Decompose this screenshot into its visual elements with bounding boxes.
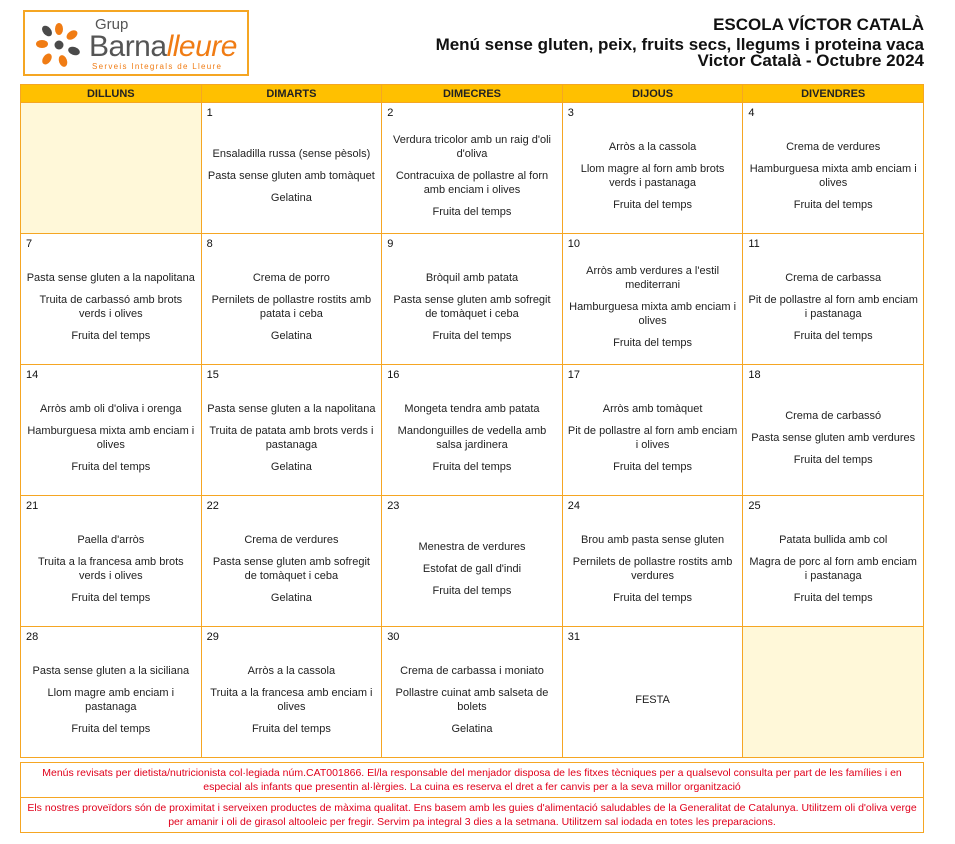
weekday-thursday: DIJOUS <box>562 85 743 103</box>
day-cell <box>743 496 924 627</box>
dish-item: Pernilets de pollastre rostits amb verdures <box>572 556 733 582</box>
dish-item: Llom magre amb enciam i pastanaga <box>47 687 175 713</box>
day-number: 15 <box>206 369 219 381</box>
dish-item: Brou amb pasta sense gluten <box>581 534 725 546</box>
dish-list <box>747 125 919 227</box>
dish-item: Contracuixa de pollastre al forn amb enciam i olives <box>395 170 549 196</box>
day-cell <box>382 627 563 758</box>
day-cell <box>382 234 563 365</box>
dish-item: Gelatina <box>270 192 312 204</box>
dish-item: Crema de carbassó <box>785 410 882 422</box>
day-number: 10 <box>567 238 581 250</box>
dish-list <box>747 387 919 489</box>
week-row <box>21 496 924 627</box>
weekday-header-row <box>21 85 924 103</box>
dish-list <box>25 256 197 358</box>
dish-item: Pollastre cuinat amb salseta de bolets <box>395 687 549 713</box>
dish-list <box>206 125 378 227</box>
dish-list <box>386 387 558 489</box>
day-cell <box>201 365 382 496</box>
dish-item: Llom magre al forn amb brots verds i pastanaga <box>580 163 725 189</box>
day-number: 30 <box>387 631 400 643</box>
logo-brand-text: Barnalleure <box>89 30 237 63</box>
dish-item: Fruita del temps <box>432 585 512 597</box>
day-number: 21 <box>26 500 39 512</box>
dish-list <box>206 256 378 358</box>
logo-tagline: Serveis Integrals de Lleure <box>92 62 223 71</box>
day-cell <box>382 365 563 496</box>
day-cell <box>743 627 924 758</box>
dish-list <box>747 256 919 358</box>
dish-item: Pasta sense gluten a la napolitana <box>26 272 195 284</box>
weekday-friday: DIVENDRES <box>743 85 924 103</box>
dish-list <box>25 649 197 751</box>
dish-list <box>206 649 378 751</box>
dish-item: Crema de carbassa i moniato <box>400 665 544 677</box>
dish-item: Fruita del temps <box>613 592 693 604</box>
day-cell <box>562 627 743 758</box>
day-cell <box>201 103 382 234</box>
day-cell <box>743 234 924 365</box>
dish-item: Fruita del temps <box>793 199 873 211</box>
dish-item: Fruita del temps <box>613 461 693 473</box>
dish-item: Truita de patata amb brots verds i pastanaga <box>209 425 374 451</box>
day-cell <box>21 496 202 627</box>
dish-item: FESTA <box>635 694 670 706</box>
dish-item: Fruita del temps <box>432 206 512 218</box>
dish-item: Pasta sense gluten amb verdures <box>751 432 916 444</box>
weekday-monday: DILLUNS <box>21 85 202 103</box>
menu-calendar <box>20 84 924 758</box>
day-number: 4 <box>748 107 755 119</box>
dish-item: Pasta sense gluten a la siciliana <box>32 665 190 677</box>
flower-dots-logo-icon <box>31 20 87 70</box>
dish-list <box>25 125 197 227</box>
dish-item: Verdura tricolor amb un raig d'oli d'oliva <box>392 134 551 160</box>
day-cell <box>21 234 202 365</box>
dish-item: Arròs amb verdures a l'estil mediterrani <box>586 265 720 291</box>
dish-item: Ensaladilla russa (sense pèsols) <box>212 148 371 160</box>
day-number: 23 <box>387 500 400 512</box>
dish-item: Crema de verdures <box>786 141 881 153</box>
week-row <box>21 627 924 758</box>
dish-item: Crema de porro <box>252 272 330 284</box>
day-cell <box>201 496 382 627</box>
day-number: 31 <box>567 631 581 643</box>
day-cell <box>562 496 743 627</box>
dish-item: Truita de carbassó amb brots verds i olives <box>39 294 183 320</box>
dish-list <box>25 387 197 489</box>
dish-item: Fruita del temps <box>432 330 512 342</box>
dish-item: Fruita del temps <box>71 723 151 735</box>
day-cell <box>562 365 743 496</box>
dish-item: Fruita del temps <box>613 199 693 211</box>
day-number: 8 <box>206 238 213 250</box>
dish-item: Mandonguilles de vedella amb salsa jardinera <box>397 425 547 451</box>
dish-item: Arròs amb oli d'oliva i orenga <box>40 403 182 415</box>
dish-list <box>747 518 919 620</box>
dish-item: Crema de verdures <box>244 534 339 546</box>
day-number: 14 <box>26 369 39 381</box>
dish-list <box>567 387 739 489</box>
dish-item: Mongeta tendra amb patata <box>404 403 540 415</box>
dish-list <box>386 256 558 358</box>
day-cell <box>21 103 202 234</box>
dish-list <box>567 649 739 751</box>
dish-item: Truita a la francesa amb brots verds i olives <box>37 556 184 582</box>
dish-item: Fruita del temps <box>71 461 151 473</box>
dish-item: Pasta sense gluten amb sofregit de tomàquet i ceba <box>212 556 370 582</box>
day-cell <box>562 103 743 234</box>
dish-list <box>567 125 739 227</box>
barnalleure-logo <box>23 10 249 76</box>
day-number: 7 <box>26 238 33 250</box>
note-dietitian: Menús revisats per dietista/nutricionista col·legiada núm.CAT001866. El/la responsable del menjador disposa de les fitxes tècniques per a qualsevol consulta per part de les famílies i en especial als infants que presentin al·lèrgies. La cuina es reserva el dret a fer canvis per a la seva millor organització <box>42 767 902 793</box>
school-title: ESCOLA VÍCTOR CATALÀ <box>713 15 924 34</box>
dish-item: Gelatina <box>270 461 312 473</box>
dish-list <box>747 649 919 751</box>
day-number: 2 <box>387 107 394 119</box>
day-number: 28 <box>26 631 39 643</box>
day-number: 11 <box>748 238 760 250</box>
dish-item: Fruita del temps <box>71 330 151 342</box>
weekday-tuesday: DIMARTS <box>201 85 382 103</box>
day-cell <box>21 627 202 758</box>
dish-list <box>386 518 558 620</box>
dish-list <box>206 518 378 620</box>
day-cell <box>201 627 382 758</box>
dish-item: Hamburguesa mixta amb enciam i olives <box>749 163 917 189</box>
day-cell <box>21 365 202 496</box>
dish-item: Gelatina <box>451 723 493 735</box>
dish-item: Gelatina <box>270 330 312 342</box>
dish-item: Fruita del temps <box>613 337 693 349</box>
dish-item: Paella d'arròs <box>77 534 145 546</box>
dish-item: Menestra de verdures <box>418 541 526 553</box>
dish-list <box>206 387 378 489</box>
page-header <box>436 14 924 68</box>
dish-item: Magra de porc al forn amb enciam i pastanaga <box>749 556 917 582</box>
dish-item: Bròquil amb patata <box>425 272 519 284</box>
dish-item: Patata bullida amb col <box>779 534 888 546</box>
dish-item: Pasta sense gluten amb tomàquet <box>207 170 375 182</box>
day-number: 16 <box>387 369 400 381</box>
dish-item: Fruita del temps <box>71 592 151 604</box>
day-cell <box>382 103 563 234</box>
day-cell <box>562 234 743 365</box>
dish-item: Hamburguesa mixta amb enciam i olives <box>27 425 195 451</box>
dish-item: Gelatina <box>270 592 312 604</box>
dish-list <box>567 518 739 620</box>
dish-item: Pasta sense gluten a la napolitana <box>207 403 376 415</box>
dish-item: Fruita del temps <box>432 461 512 473</box>
dish-item: Fruita del temps <box>793 454 873 466</box>
week-row <box>21 234 924 365</box>
week-row <box>21 365 924 496</box>
day-number: 9 <box>387 238 394 250</box>
dish-item: Pasta sense gluten amb sofregit de tomàquet i ceba <box>393 294 551 320</box>
month-title: Victor Català - Octubre 2024 <box>697 51 924 70</box>
dish-item: Arròs a la cassola <box>608 141 697 153</box>
day-number: 25 <box>748 500 761 512</box>
day-cell <box>743 365 924 496</box>
dish-item: Arròs amb tomàquet <box>602 403 703 415</box>
notes-box <box>20 762 924 833</box>
dish-item: Fruita del temps <box>793 592 873 604</box>
dish-item: Estofat de gall d'indi <box>422 563 522 575</box>
dish-list <box>25 518 197 620</box>
dish-item: Hamburguesa mixta amb enciam i olives <box>569 301 737 327</box>
dish-item: Pit de pollastre al forn amb enciam i olives <box>567 425 738 451</box>
dish-item: Crema de carbassa <box>785 272 882 284</box>
dish-item: Pernilets de pollastre rostits amb patata i ceba <box>211 294 372 320</box>
dish-item: Arròs a la cassola <box>247 665 336 677</box>
day-cell <box>382 496 563 627</box>
day-number: 18 <box>748 369 761 381</box>
day-number: 3 <box>567 107 574 119</box>
note-suppliers: Els nostres proveïdors són de proximitat i serveixen productes de màxima qualitat. Ens basem amb les guies d'alimentació saludables de la Generalitat de Catalunya. Utilitzem oli d'oliva verge per amanir i oli de girasol altooleic per fregir. Servim pa integral 3 dies a la setmana. Utilitzem sal iodada en totes les preparacions. <box>21 797 923 832</box>
menu-title: Menú sense gluten, peix, fruits secs, llegums i proteina vaca <box>435 35 924 54</box>
day-number: 22 <box>206 500 219 512</box>
dish-item: Pit de pollastre al forn amb enciam i pastanaga <box>748 294 918 320</box>
day-cell <box>743 103 924 234</box>
weekday-wednesday: DIMECRES <box>382 85 563 103</box>
dish-item: Fruita del temps <box>793 330 873 342</box>
week-row <box>21 103 924 234</box>
day-number: 29 <box>206 631 219 643</box>
dish-item: Fruita del temps <box>251 723 331 735</box>
dish-list <box>386 649 558 751</box>
dish-list <box>567 256 739 358</box>
day-number: 1 <box>206 107 213 119</box>
dish-list <box>386 125 558 227</box>
day-number: 24 <box>567 500 581 512</box>
logo-grup-text: Grup <box>95 16 129 33</box>
day-cell <box>201 234 382 365</box>
day-number: 17 <box>567 369 581 381</box>
dish-item: Truita a la francesa amb enciam i olives <box>210 687 373 713</box>
